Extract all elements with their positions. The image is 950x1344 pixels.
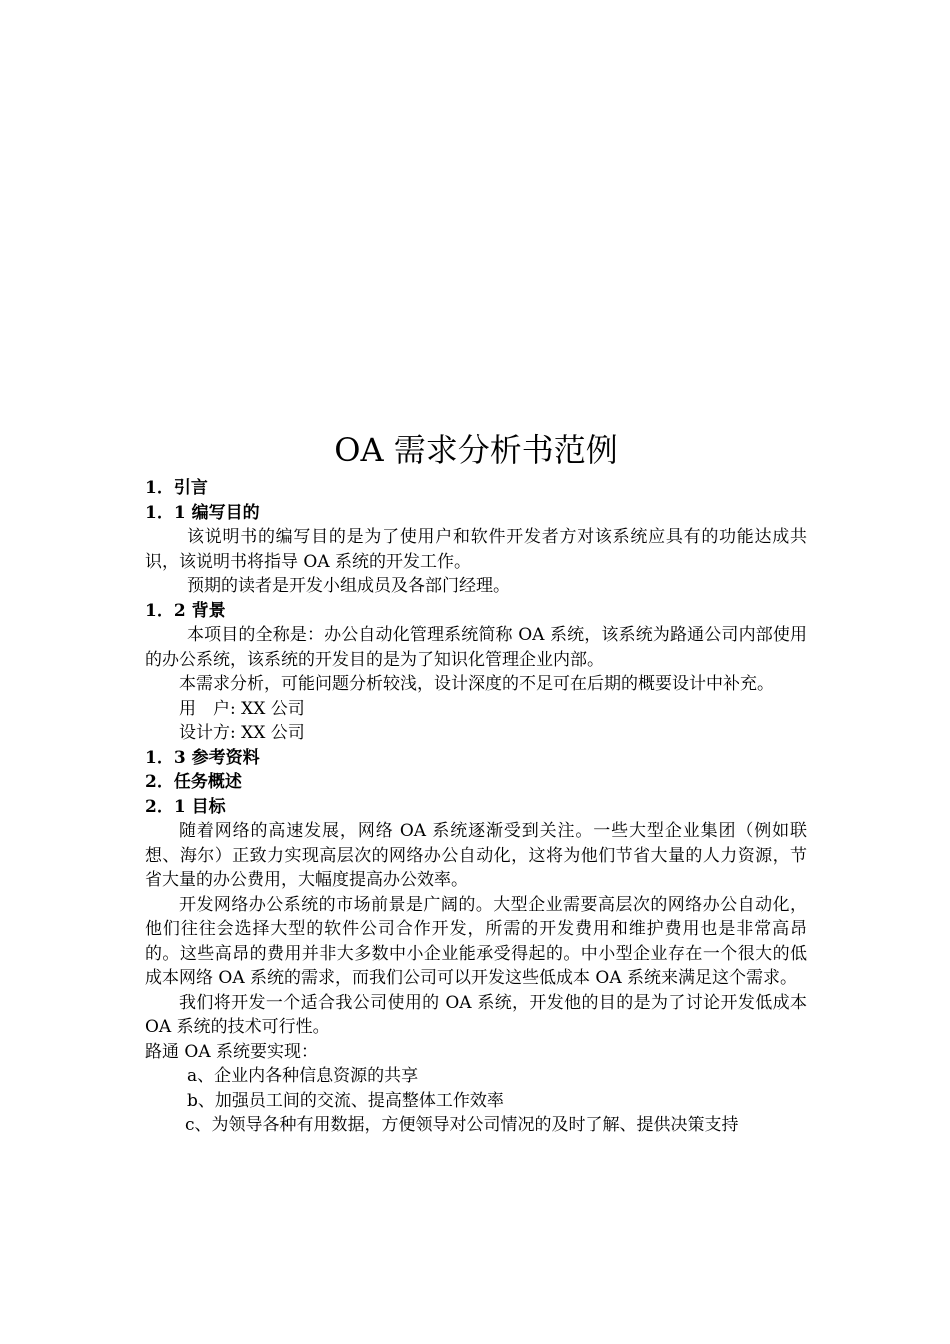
section-heading-task-overview: 2．任务概述 (145, 772, 242, 792)
paragraph-development-goal: 我们将开发一个适合我公司使用的 OA 系统，开发他的目的是为了讨论开发低成本 OA 系统的技术可行性。 (145, 992, 807, 1037)
paragraph-project-name: 本项目的全称是：办公自动化管理系统简称 OA 系统，该系统为路通公司内部使用的办公系统，该系统的开发目的是为了知识化管理企业内部。 (145, 625, 807, 670)
list-item-resource-sharing: a、企业内各种信息资源的共享 (187, 1066, 419, 1086)
paragraph-analysis-note: 本需求分析，可能问题分析较浅，设计深度的不足可在后期的概要设计中补充。 (179, 674, 774, 694)
paragraph-user: 用 户: XX 公司 (179, 698, 305, 719)
document-body (145, 428, 807, 1138)
document-title: OA 需求分析书范例 (334, 431, 618, 469)
section-heading-references: 1．3 参考资料 (145, 747, 260, 768)
section-heading-background: 1．2 背景 (145, 600, 226, 621)
list-item-decision-support: c、为领导各种有用数据，方便领导对公司情况的及时了解、提供决策支持 (185, 1115, 739, 1135)
paragraph-requirements-intro: 路通 OA 系统要实现： (145, 1041, 319, 1062)
section-heading-purpose: 1．1 编写目的 (145, 502, 260, 523)
section-heading-goals: 2．1 目标 (145, 796, 226, 817)
list-item-staff-communication: b、加强员工间的交流、提高整体工作效率 (187, 1090, 504, 1111)
paragraph-market-prospect: 开发网络办公系统的市场前景是广阔的。大型企业需要高层次的网络办公自动化，他们往往会选择大型的软件公司合作开发，所需的开发费用和维护费用也是非常高昂的。这些高昂的费用并非大多数中小企业能承受得起的。中小型企业存在一个很大的低成本网络 OA 系统的需求，而我们公司可以开发这些低成本 OA 系统来满足这个需求。 (145, 894, 807, 988)
paragraph-designer: 设计方: XX 公司 (179, 723, 305, 743)
section-heading-intro: 1．引言 (145, 478, 208, 498)
paragraph-purpose: 该说明书的编写目的是为了使用户和软件开发者方对该系统应具有的功能达成共识，该说明书将指导 OA 系统的开发工作。 (145, 527, 807, 572)
paragraph-network-development: 随着网络的高速发展，网络 OA 系统逐渐受到关注。一些大型企业集团（例如联想、海尔）正致力实现高层次的网络办公自动化，这将为他们节省大量的人力资源，节省大量的办公费用，大幅度提高办公效率。 (145, 821, 807, 890)
paragraph-readers: 预期的读者是开发小组成员及各部门经理。 (187, 576, 510, 596)
